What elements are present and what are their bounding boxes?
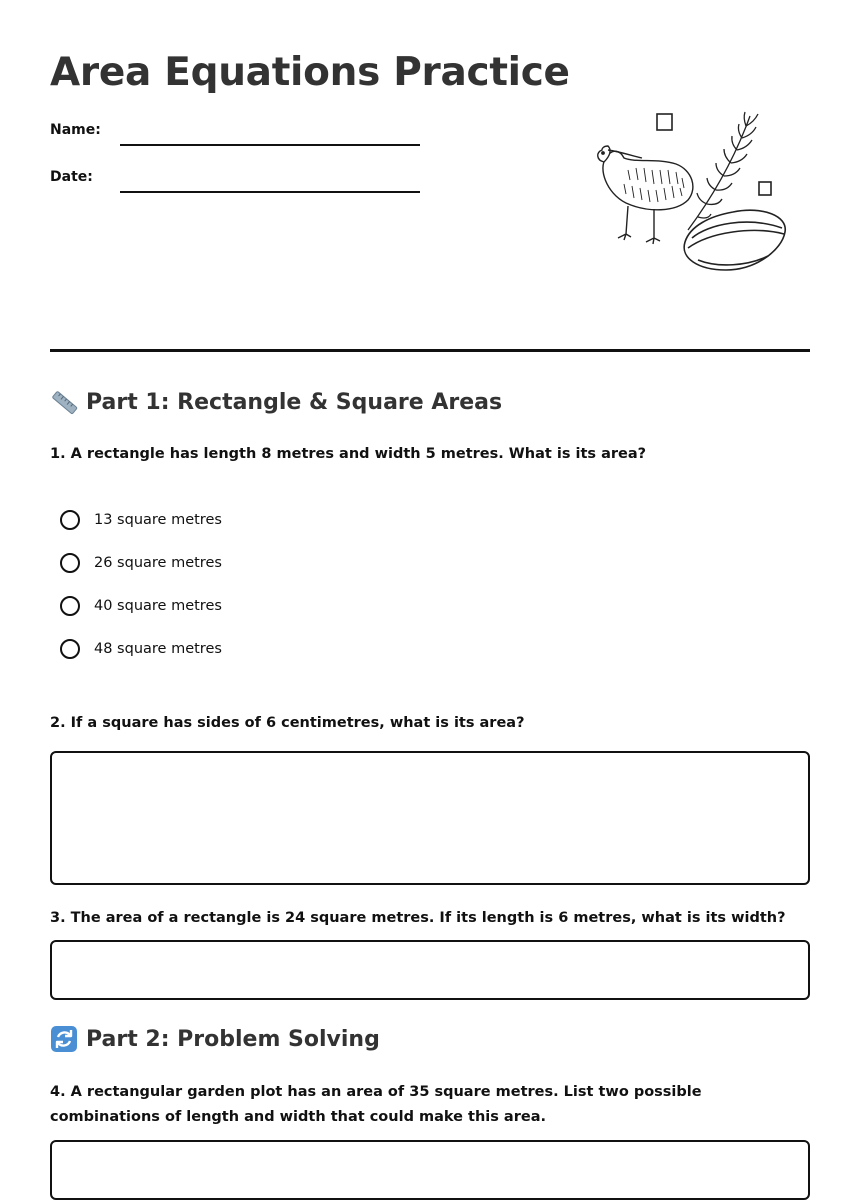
- question-3: 3. The area of a rectangle is 24 square metres. If its length is 6 metres, what is its width?: [50, 910, 786, 926]
- part1-title: Part 1: Rectangle & Square Areas: [86, 389, 503, 415]
- q3-answer-box[interactable]: [50, 940, 810, 1000]
- q4-answer-box[interactable]: [50, 1140, 810, 1200]
- rugby-ball-icon: [684, 210, 785, 270]
- radio-button[interactable]: [60, 596, 80, 616]
- part2-title: Part 2: Problem Solving: [86, 1026, 380, 1052]
- option-label: 40 square metres: [94, 598, 222, 614]
- q2-answer-box[interactable]: [50, 751, 810, 885]
- radio-button[interactable]: [60, 510, 80, 530]
- kiwi-bird-icon: [598, 146, 693, 244]
- square-outline-shape: [657, 114, 672, 130]
- option-label: 48 square metres: [94, 641, 222, 657]
- name-field[interactable]: [50, 122, 420, 152]
- name-line[interactable]: [120, 144, 420, 146]
- part2-heading: [50, 1025, 380, 1053]
- square-outline-shape: [759, 182, 771, 195]
- part1-heading: [50, 388, 502, 416]
- ruler-icon: [50, 388, 78, 416]
- date-field[interactable]: [50, 169, 420, 199]
- q1-option-2[interactable]: [60, 553, 222, 573]
- option-label: 26 square metres: [94, 555, 222, 571]
- question-2: 2. If a square has sides of 6 centimetres, what is its area?: [50, 715, 525, 731]
- radio-button[interactable]: [60, 553, 80, 573]
- worksheet-title: Area Equations Practice: [50, 50, 570, 95]
- arrows-cycle-icon: [50, 1025, 78, 1053]
- question-4: 4. A rectangular garden plot has an area of 35 square metres. List two possible combinations of length and width that could make this area.: [50, 1084, 702, 1125]
- q1-option-1[interactable]: [60, 510, 222, 530]
- q1-option-4[interactable]: [60, 639, 222, 659]
- q1-option-3[interactable]: [60, 596, 222, 616]
- header-divider: [50, 349, 810, 352]
- date-line[interactable]: [120, 191, 420, 193]
- radio-button[interactable]: [60, 639, 80, 659]
- name-label: Name:: [50, 122, 101, 138]
- kiwi-fern-rugby-ball-illustration: [588, 108, 798, 278]
- question-1: 1. A rectangle has length 8 metres and width 5 metres. What is its area?: [50, 446, 647, 462]
- date-label: Date:: [50, 169, 93, 185]
- option-label: 13 square metres: [94, 512, 222, 528]
